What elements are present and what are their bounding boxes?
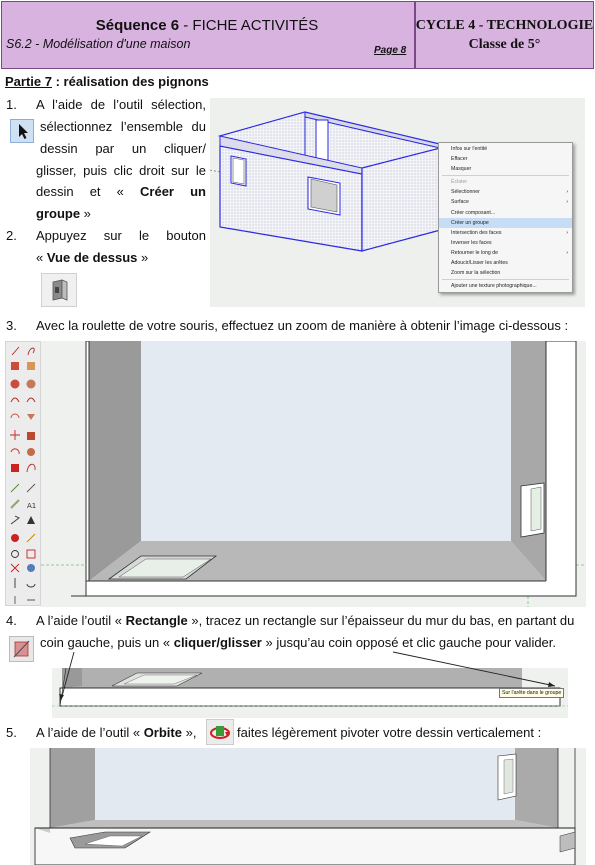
- step-1-number: 1.: [6, 97, 17, 112]
- sketchup-orbit-screenshot: [30, 748, 586, 865]
- step-3-text: Avec la roulette de votre souris, effectuez un zoom de manière à obtenir l’image ci-dessous :: [36, 318, 569, 333]
- step-2-line-1: Appuyez sur le bouton: [36, 228, 206, 243]
- step-3-number: 3.: [6, 318, 17, 333]
- arrow-to-right-corner: [393, 652, 555, 686]
- menu-item-eclater: Éclater: [451, 179, 468, 186]
- step-4-line-1: A l’aide l’outil « Rectangle », tracez un rectangle sur l’épaisseur du mur du bas, en partant du: [36, 613, 575, 628]
- sequence-subtitle: S6.2 - Modélisation d'une maison: [6, 37, 191, 51]
- arrow-head-icon: [548, 682, 555, 687]
- part-title: Partie 7 : réalisation des pignons: [5, 74, 209, 89]
- sequence-title: Séquence 6 - FICHE ACTIVITÉS: [95, 17, 319, 34]
- menu-item-infos[interactable]: Infos sur l'entité: [451, 146, 488, 152]
- arrow-to-left-corner: [61, 652, 74, 700]
- step-2-number: 2.: [6, 228, 17, 243]
- menu-item-masquer[interactable]: Masquer: [451, 166, 472, 173]
- menu-item-retourner[interactable]: Retourner le long de ›: [439, 248, 572, 258]
- menu-item-creer-composant[interactable]: Créer composant...: [451, 209, 496, 216]
- class-label: Classe de 5°: [468, 37, 541, 52]
- submenu-arrow-icon: ›: [566, 189, 568, 196]
- step-1-line-2: sélectionnez l’ensemble du: [40, 119, 206, 134]
- page-number: Page 8: [374, 45, 407, 56]
- step-5-text-a: A l’aide de l’outil « Orbite »,: [36, 725, 197, 740]
- menu-item-adoucir[interactable]: Adoucir/Lisser les arêtes: [451, 260, 508, 267]
- submenu-arrow-icon: ›: [566, 249, 568, 256]
- submenu-arrow-icon: ›: [566, 229, 568, 236]
- step-5-text-b: faites légèrement pivoter votre dessin verticalement :: [237, 725, 542, 740]
- svg-text:A1: A1: [27, 502, 37, 510]
- step-4-number: 4.: [6, 613, 17, 628]
- menu-item-selectionner[interactable]: Sélectionner ›: [439, 187, 572, 197]
- cycle-label: CYCLE 4 - TECHNOLOGIE: [415, 18, 594, 33]
- orbit-tool-icon: [206, 719, 234, 745]
- menu-item-texture[interactable]: Ajouter une texture photographique...: [451, 283, 537, 290]
- submenu-arrow-icon: ›: [566, 199, 568, 206]
- step-1-line-6: groupe »: [36, 206, 91, 221]
- step-1-line-3: dessin par un cliquer/: [40, 141, 206, 156]
- menu-item-effacer[interactable]: Effacer: [451, 156, 468, 163]
- menu-item-zoom-selection[interactable]: Zoom sur la sélection: [451, 270, 501, 277]
- step-1-line-1: A l’aide de l’outil sélection,: [36, 97, 206, 112]
- step-1-line-5: dessin et « Créer un: [36, 184, 206, 199]
- step-1-line-4: glisser, puis clic droit sur le: [36, 163, 206, 178]
- orbit-house-drawing: [30, 748, 586, 865]
- menu-item-intersection[interactable]: Intersection des faces ›: [439, 228, 572, 238]
- step-4-line-2: coin gauche, puis un « cliquer/glisser » jusqu’au coin opposé et clic gauche pour valider.: [40, 635, 557, 650]
- step-2-line-2: « Vue de dessus »: [36, 250, 149, 265]
- menu-item-inverser[interactable]: Inverser les faces: [451, 239, 492, 246]
- arrow-head-icon: [59, 694, 64, 700]
- edge-tooltip: Sur l'arête dans le groupe: [499, 688, 564, 698]
- step-5-number: 5.: [6, 725, 17, 740]
- menu-item-creer-groupe[interactable]: Créer un groupe: [439, 218, 572, 228]
- menu-item-surface[interactable]: Surface ›: [439, 197, 572, 207]
